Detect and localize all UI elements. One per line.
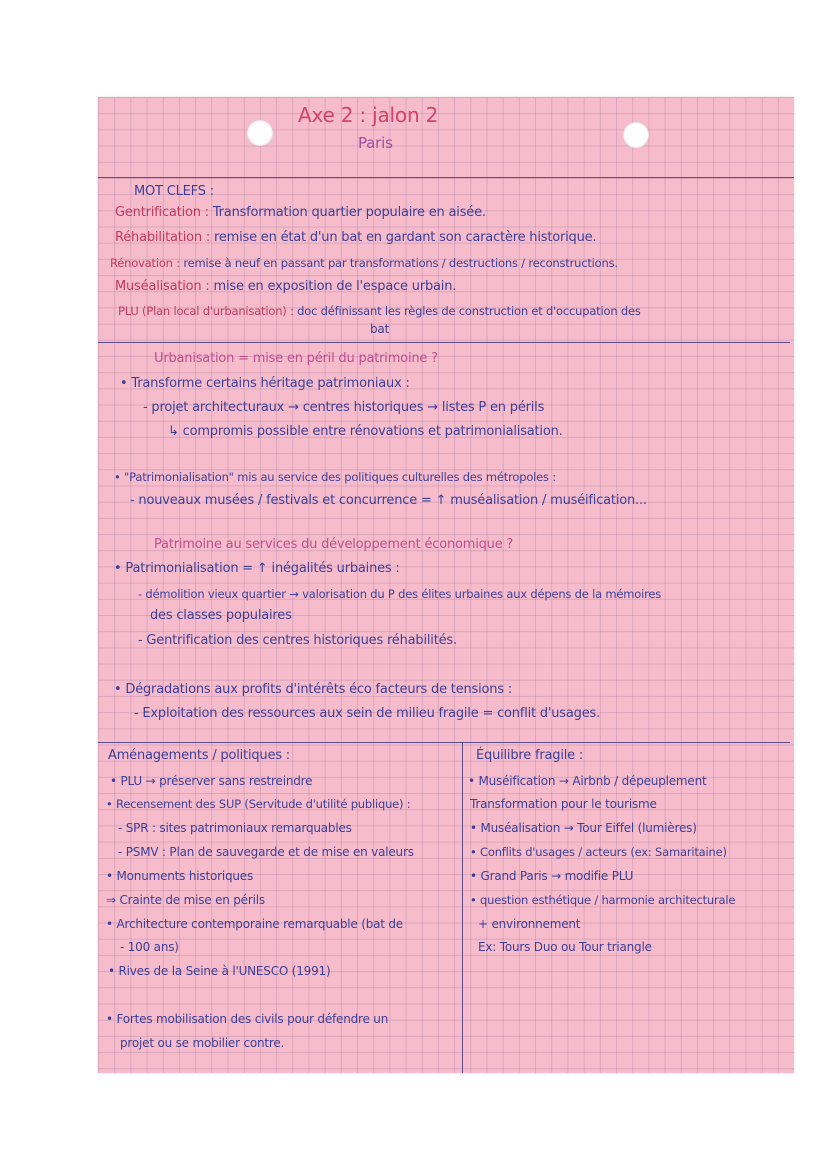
keyword-def: Transformation quartier populaire en aisée. [212,205,486,220]
right-column-line: • Conflits d'usages / acteurs (ex: Samaritaine) [470,845,727,859]
keyword-term: Gentrification : [115,205,209,220]
right-column-line: • Grand Paris → modifie PLU [470,869,634,883]
left-column-line: • Architecture contemporaine remarquable (bat de [106,917,403,931]
keyword-line [115,279,456,295]
bullet-line: • "Patrimonialisation" mis au service des politiques culturelles des métropoles : [114,470,556,484]
keyword-term: Rénovation : [110,256,180,270]
bullet-line: - projet architecturaux → centres historiques → listes P en périls [143,400,545,415]
keyword-def: mise en exposition de l'espace urbain. [213,279,457,294]
right-column-heading: Équilibre fragile : [476,748,584,763]
left-column-line: - SPR : sites patrimoniaux remarquables [118,821,352,835]
keyword-line [115,230,596,246]
bullet-line: des classes populaires [150,608,292,623]
right-column-line: • Muséification → Airbnb / dépeuplement [468,774,707,788]
keyword-term: Réhabilitation : [115,230,211,245]
left-column-heading: Aménagements / politiques : [108,748,290,763]
punch-hole-right [623,122,649,148]
keyword-line [110,255,618,271]
left-column-line: projet ou se mobilier contre. [120,1036,285,1050]
right-column-line: • Muséalisation → Tour Eiffel (lumières) [470,821,697,835]
punch-hole-left [247,120,273,146]
left-column-line: • PLU → préserver sans restreindre [110,774,313,788]
keyword-term: Muséalisation : [115,279,210,294]
divider-columns [98,742,790,743]
bullet-line: • Patrimonialisation = ↑ inégalités urbaines : [114,561,400,576]
bullet-line: - Gentrification des centres historiques réhabilités. [138,633,457,648]
notebook-page [98,97,794,1073]
bullet-line: ↳ compromis possible entre rénovations et patrimonialisation. [168,424,563,439]
page-subtitle: Paris [358,134,393,152]
keyword-line [118,303,641,319]
bullet-line: - Exploitation des ressources aux sein de milieu fragile = conflit d'usages. [134,706,601,721]
bullet-line: - nouveaux musées / festivals et concurrence = ↑ muséalisation / muséification... [130,493,647,508]
left-column-line: • Recensement des SUP (Servitude d'utilité publique) : [106,797,411,811]
column-separator [462,742,463,1073]
right-column-line: • question esthétique / harmonie architecturale [470,893,736,907]
bullet-line: • Dégradations aux profits d'intérêts éco facteurs de tensions : [114,682,513,697]
right-column-line: + environnement [478,917,581,931]
left-column-line: • Fortes mobilisation des civils pour défendre un [106,1012,389,1026]
question-heading: Urbanisation = mise en péril du patrimoine ? [154,351,438,366]
keywords-heading: MOT CLEFS : [134,184,214,199]
question-heading: Patrimoine au services du développement économique ? [154,537,514,552]
left-column-line: - PSMV : Plan de sauvegarde et de mise en valeurs [118,845,414,859]
left-column-line: • Monuments historiques [106,869,254,883]
keyword-def: remise à neuf en passant par transformations / destructions / reconstructions. [183,256,618,270]
left-column-line: - 100 ans) [120,940,179,954]
keyword-def-continued: bat [370,322,390,336]
right-column-line: Transformation pour le tourisme [470,797,657,811]
keyword-term: PLU (Plan local d'urbanisation) : [118,304,294,318]
left-column-line: • Rives de la Seine à l'UNESCO (1991) [108,964,331,978]
keyword-def: remise en état d'un bat en gardant son caractère historique. [213,230,597,245]
divider-keywords [98,342,790,343]
right-column-line: Ex: Tours Duo ou Tour triangle [478,940,652,954]
left-column-line: ⇒ Crainte de mise en périls [106,893,265,907]
page-title: Axe 2 : jalon 2 [298,103,439,127]
bullet-line: - démolition vieux quartier → valorisation du P des élites urbaines aux dépens de la mémoires [138,587,662,601]
keyword-line [115,205,486,221]
bullet-line: • Transforme certains héritage patrimoniaux : [120,376,410,391]
divider-top [98,177,794,178]
keyword-def: doc définissant les règles de construction et d'occupation des [297,304,641,318]
